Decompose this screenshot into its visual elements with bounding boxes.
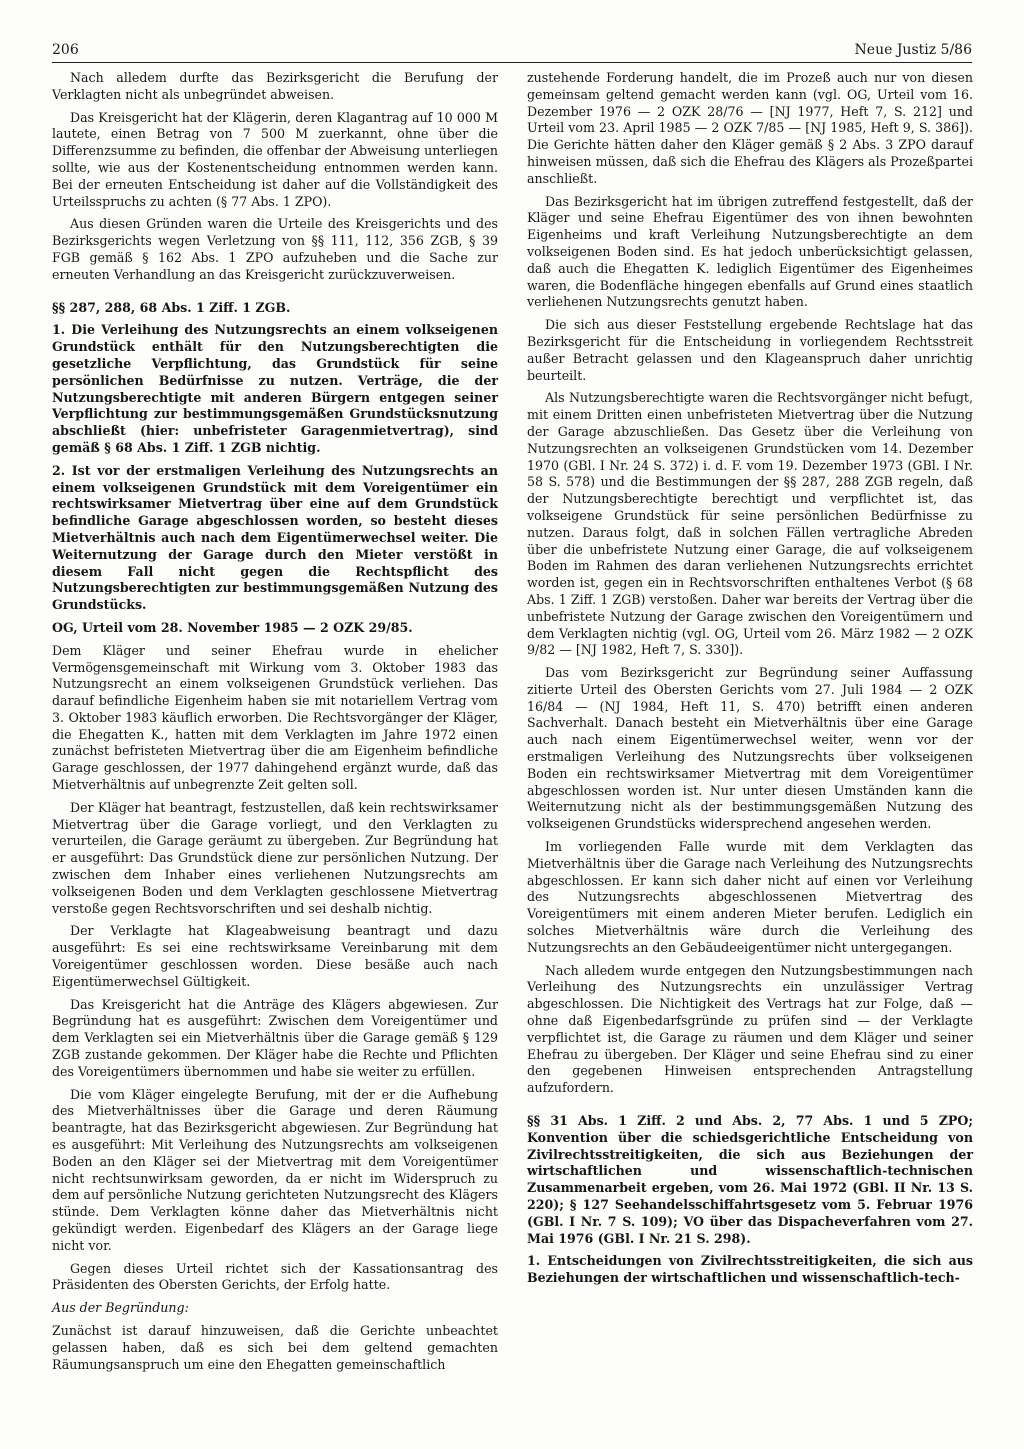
spacer [52,290,498,300]
paragraph: Das vom Bezirksgericht zur Begründung seiner Auffassung zitierte Urteil des Obersten Gerichts vom 27. Juli 1984 — 2 OZK 16/84 — (NJ 1984, Heft 11, S. 470) betrifft einen anderen Sachverhalt. Danach besteht ein Mietverhältnis über eine Garage auch nach einem Eigentümerwechsel weiter, wenn vor der erstmaligen Verleihung des Nutzungsrechts über volkseigenen Boden ein rechtswirksamer Mietvertrag mit dem Voreigentümer abgeschlossen worden ist. Nur unter diesen Umständen kann die Weiternutzung nicht als der bestimmungsgemäßen Nutzung des volkseigenen Grundstücks widersprechend angesehen werden. [527,665,973,832]
paragraph: Das Kreisgericht hat der Klägerin, deren Klagantrag auf 10 000 M lautete, einen Betrag von 7 500 M zuerkannt, ohne über die Differenzsumme zu befinden, die offenbar der Abweisung unterliegen sollte, wie aus der Kostenentscheidung entnommen werden kann. Bei der erneuten Entscheidung ist daher auf die Vollständigkeit des Urteilsspruchs zu achten (§ 77 Abs. 1 ZPO). [52,109,498,209]
leitsatz: 2. Ist vor der erstmaligen Verleihung des Nutzungsrechts an einem volkseigenen Grundstück mit dem Voreigentümer ein rechtswirksamer Mietvertrag über eine auf dem Grundstück befindliche Garage abgeschlossen worden, so besteht dieses Mietverhältnis auch nach dem Eigentümerwechsel weiter. Die Weiternutzung der Garage durch den Mieter verstößt in diesem Fall nicht gegen die Rechtspflicht des Nutzungsberechtigten zur bestimmungsgemäßen Nutzung des Grundstücks. [52,462,498,613]
paragraph: Dem Kläger und seiner Ehefrau wurde in ehelicher Vermögensgemeinschaft mit Wirkung vom 3. Oktober 1983 das Nutzungsrecht an einem volkseigenen Grundstück verliehen. Das darauf befindliche Eigenheim haben sie mit notariellem Vertrag vom 3. Oktober 1983 käuflich erworben. Die Rechtsvorgänger der Kläger, die Ehegatten K., hatten mit dem Verklagten im Jahre 1972 einen zunächst befristeten Mietvertrag über die am Eigenheim befindliche Garage geschlossen, der 1977 dahingehend ergänzt wurde, daß das Mietverhältnis auf unbegrenzte Zeit gelten soll. [52,642,498,793]
paragraph: Das Bezirksgericht hat im übrigen zutreffend festgestellt, daß der Kläger und seine Ehefrau Eigentümer des von ihnen bewohnten Eigenheims und kraft Verleihung Nutzungsberechtigte an dem volkseigenen Boden sind. Es hat jedoch unberücksichtigt gelassen, daß auch die Ehegatten K. lediglich Eigentümer des Eigenheimes waren, die Bodenfläche hingegen ebenfalls auf Grund eines staatlich verliehenen Nutzungsrechts genutzt haben. [527,193,973,310]
header-rule [52,62,972,63]
paragraph: zustehende Forderung handelt, die im Prozeß auch nur von diesen gemeinsam geltend gemacht werden kann (vgl. OG, Urteil vom 16. Dezember 1976 — 2 OZK 28/76 — [NJ 1977, Heft 7, S. 212] und Urteil vom 23. April 1985 — 2 OZK 7/85 — [NJ 1985, Heft 9, S. 386]). Die Gerichte hätten daher den Kläger gemäß § 2 Abs. 3 ZPO darauf hinweisen müssen, daß sich die Ehefrau des Klägers als Prozeßpartei anschließt. [527,70,973,186]
paragraph: Gegen dieses Urteil richtet sich der Kassationsantrag des Präsidenten des Obersten Gerichts, der Erfolg hatte. [52,1260,498,1293]
paragraph: Das Kreisgericht hat die Anträge des Klägers abgewiesen. Zur Begründung hat es ausgeführt: Zwischen dem Voreigentümer und dem Verklagten sei ein Mietverhältnis über die Garage gemäß § 129 ZGB zustande gekommen. Der Kläger habe die Rechte und Pflichten des Voreigentümers übernommen und habe sie weiter zu erfüllen. [52,996,498,1079]
paragraph: Die sich aus dieser Feststellung ergebende Rechtslage hat das Bezirksgericht für die Entscheidung in vorliegendem Rechtsstreit außer Betracht gelassen und den Klageanspruch daher unrichtig beurteilt. [527,317,973,383]
paragraph: Der Kläger hat beantragt, festzustellen, daß kein rechtswirksamer Mietvertrag über die Garage vorliegt, und den Verklagten zu verurteilen, die Garage geräumt zu übergeben. Zur Begründung hat er ausgeführt: Das Grundstück diene zur persönlichen Nutzung. Der zwischen dem Inhaber eines verliehenen Nutzungsrechts am volkseigenen Boden und dem Verklagten geschlossene Mietvertrag verstoße gegen Rechtsvorschriften und sei deshalb nichtig. [52,799,498,916]
paragraph: Zunächst ist darauf hinzuweisen, daß die Gerichte unbeachtet gelassen haben, daß es sich bei dem geltend gemachten Räumungsanspruch um eine den Ehegatten gemeinschaftlich [52,1322,498,1372]
left-column [52,70,498,1379]
court-citation: OG, Urteil vom 28. November 1985 — 2 OZK 29/85. [52,619,413,635]
section-heading: §§ 287, 288, 68 Abs. 1 Ziff. 1 ZGB. [52,299,291,315]
paragraph: Die vom Kläger eingelegte Berufung, mit der er die Aufhebung des Mietverhältnisses über die Garage und deren Räumung beantragte, hat das Bezirksgericht abgewiesen. Zur Begründung hat es ausgeführt: Mit Verleihung des Nutzungsrechts am volkseigenen Boden an den Kläger sei der Mietvertrag mit dem Voreigentümer nicht rechtsunwirksam geworden, da er nicht im Widerspruch zu dem auf persönliche Nutzung gerichteten Nutzungsrecht des Klägers stünde. Dem Verklagten könne daher das Mietverhältnis nicht gekündigt werden. Eigenbedarf des Klägers an der Garage liege nicht vor. [52,1086,498,1253]
paragraph: Nach alledem wurde entgegen den Nutzungsbestimmungen nach Verleihung des Nutzungsrechts ein unzulässiger Vertrag abgeschlossen. Die Nichtigkeit des Vertrags hat zur Folge, daß — ohne daß Eigenbedarfsgründe zu prüfen sind — der Verklagte verpflichtet ist, die Garage zu räumen und dem Kläger und seiner Ehefrau zu übergeben. Der Kläger und seine Ehefrau sind zu einer den gegebenen Hinweisen entsprechenden Antragstellung aufzufordern. [527,962,973,1096]
paragraph: Im vorliegenden Falle wurde mit dem Verklagten das Mietverhältnis über die Garage nach Verleihung des Nutzungsrechts abgeschlossen. Er kann sich daher nicht auf einen vor Verleihung des Nutzungsrechts abgeschlossenen Mietvertrag des Voreigentümers mit einem anderen Mieter berufen. Lediglich ein solches Mietverhältnis wäre durch die Verleihung des Nutzungsrechts an den Gebäudeeigentümer nicht untergegangen. [527,839,973,955]
leitsatz: 1. Entscheidungen von Zivilrechtsstreitigkeiten, die sich aus Beziehungen der wirtschaftlichen und wissenschaftlich-tech- [527,1253,973,1286]
section-heading: §§ 31 Abs. 1 Ziff. 2 und Abs. 2, 77 Abs. 1 und 5 ZPO; Konvention über die schiedsgerichtliche Entscheidung von Zivilrechtsstreitigkeiten, die sich aus Beziehungen der wirtschaftlichen und wissenschaftlich-technischen Zusammenarbeit ergeben, vom 26. Mai 1972 (GBl. II Nr. 13 S. 220); § 127 Seehandelsschiffahrtsgesetz vom 5. Februar 1976 (GBl. I Nr. 7 S. 109); VO über das Dispacheverfahren vom 27. Mai 1976 (GBl. I Nr. 21 S. 298). [527,1113,973,1246]
reasons-heading: Aus der Begründung: [52,1300,189,1316]
journal-issue: Neue Justiz 5/86 [854,42,972,58]
paragraph: Als Nutzungsberechtigte waren die Rechtsvorgänger nicht befugt, mit einem Dritten einen unbefristeten Mietvertrag über die Nutzung der Garage abzuschließen. Das Gesetz über die Verleihung von Nutzungsrechten an volkseigenen Grundstücken vom 14. Dezember 1970 (GBl. I Nr. 24 S. 372) i. d. F. vom 19. Dezember 1973 (GBl. I Nr. 58 S. 578) und die Bestimmungen der §§ 287, 288 ZGB regeln, daß der Nutzungsberechtigte berechtigt und verpflichtet ist, das volkseigene Grundstück für seine persönlichen Bedürfnisse zu nutzen. Daraus folgt, daß in solchen Fällen vertragliche Abreden über die unbefristete Nutzung einer Garage, die auf volkseigenem Boden im Rahmen des daran verliehenen Nutzungsrechts errichtet worden ist, gegen ein in Rechtsvorschriften enthaltenes Verbot (§ 68 Abs. 1 Ziff. 1 ZGB) verstoßen. Daher war bereits der Vertrag über die unbefristete Nutzung der Garage zwischen den Voreigentümern und dem Verklagten nichtig (vgl. OG, Urteil vom 26. März 1982 — 2 OZK 9/82 — [NJ 1982, Heft 7, S. 330]). [527,390,973,658]
spacer [527,1103,973,1113]
right-column [527,70,973,1293]
page-number: 206 [52,42,79,58]
paragraph: Aus diesen Gründen waren die Urteile des Kreisgerichts und des Bezirksgerichts wegen Verletzung von §§ 111, 112, 356 ZGB, § 39 FGB gemäß § 162 Abs. 1 ZPO aufzuheben und die Sache zur erneuten Verhandlung an das Kreisgericht zurückzuverweisen. [52,216,498,282]
paragraph: Der Verklagte hat Klageabweisung beantragt und dazu ausgeführt: Es sei eine rechtswirksame Vereinbarung mit dem Voreigentümer geschlossen worden. Diese besäße auch nach Eigentümerwechsel Gültigkeit. [52,923,498,989]
paragraph: Nach alledem durfte das Bezirksgericht die Berufung der Verklagten nicht als unbegründet abweisen. [52,70,498,102]
leitsatz: 1. Die Verleihung des Nutzungsrechts an einem volkseigenen Grundstück enthält für den Nutzungsberechtigten die gesetzliche Verpflichtung, das Grundstück für seine persönlichen Bedürfnisse zu nutzen. Verträge, die der Nutzungsberechtigte mit anderen Bürgern entgegen seiner Verpflichtung zur bestimmungsgemäßen Grundstücksnutzung abschließt (hier: unbefristeter Garagenmietvertrag), sind gemäß § 68 Abs. 1 Ziff. 1 ZGB nichtig. [52,322,498,455]
